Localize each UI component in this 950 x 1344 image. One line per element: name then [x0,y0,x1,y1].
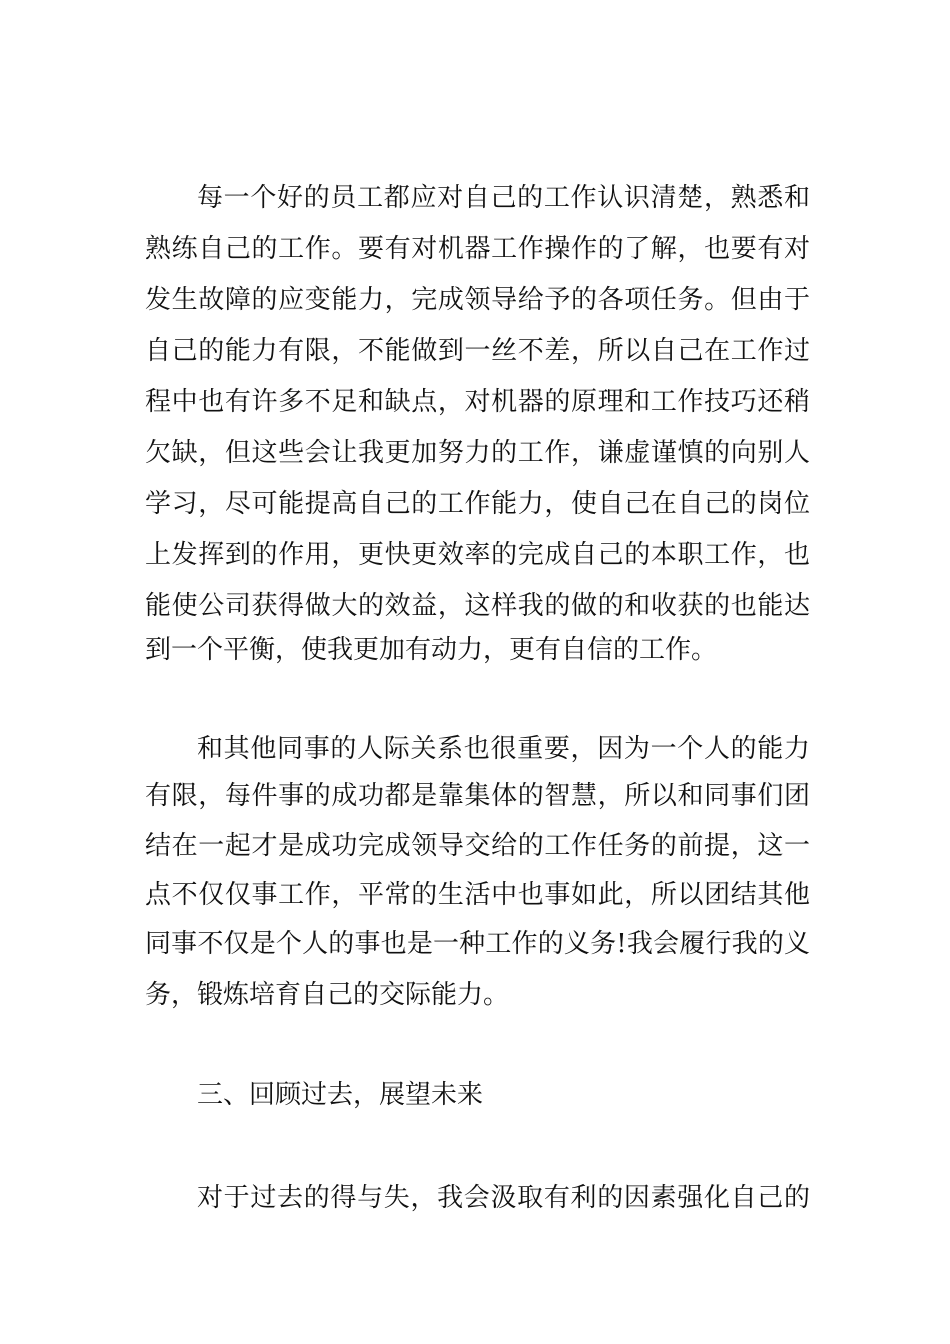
paragraph-1-line-2: 熟练自己的工作。要有对机器工作操作的了解，也要有对 [145,234,810,264]
paragraph-2-line-5: 同事不仅是个人的事也是一种工作的义务!我会履行我的义 [145,929,810,959]
paragraph-1-line-3: 发生故障的应变能力，完成领导给予的各项任务。但由于 [145,285,810,315]
section-heading: 三、回顾过去，展望未来 [197,1080,484,1110]
paragraph-1-line-6: 欠缺，但这些会让我更加努力的工作，谦虚谨慎的向别人 [145,438,810,468]
paragraph-1-line-9: 能使公司获得做大的效益，这样我的做的和收获的也能达 [145,591,810,621]
paragraph-1-line-10: 到一个平衡，使我更加有动力，更有自信的工作。 [145,635,718,665]
paragraph-1-line-7: 学习，尽可能提高自己的工作能力，使自己在自己的岗位 [145,489,810,519]
paragraph-1-line-8: 上发挥到的作用，更快更效率的完成自己的本职工作，也 [145,540,810,570]
paragraph-2-line-2: 有限，每件事的成功都是靠集体的智慧，所以和同事们团 [145,781,810,811]
paragraph-3-line-1: 对于过去的得与失，我会汲取有利的因素强化自己的 [197,1183,810,1213]
paragraph-2-line-6: 务，锻炼培育自己的交际能力。 [145,980,510,1010]
paragraph-2-line-3: 结在一起才是成功完成领导交给的工作任务的前提，这一 [145,831,810,861]
paragraph-2-line-1: 和其他同事的人际关系也很重要，因为一个人的能力 [197,734,810,764]
paragraph-1-line-4: 自己的能力有限，不能做到一丝不差，所以自己在工作过 [145,336,810,366]
paragraph-1-line-5: 程中也有许多不足和缺点，对机器的原理和工作技巧还稍 [145,387,810,417]
paragraph-2-line-4: 点不仅仅事工作，平常的生活中也事如此，所以团结其他 [145,880,810,910]
paragraph-1-line-1: 每一个好的员工都应对自己的工作认识清楚，熟悉和 [197,183,810,213]
